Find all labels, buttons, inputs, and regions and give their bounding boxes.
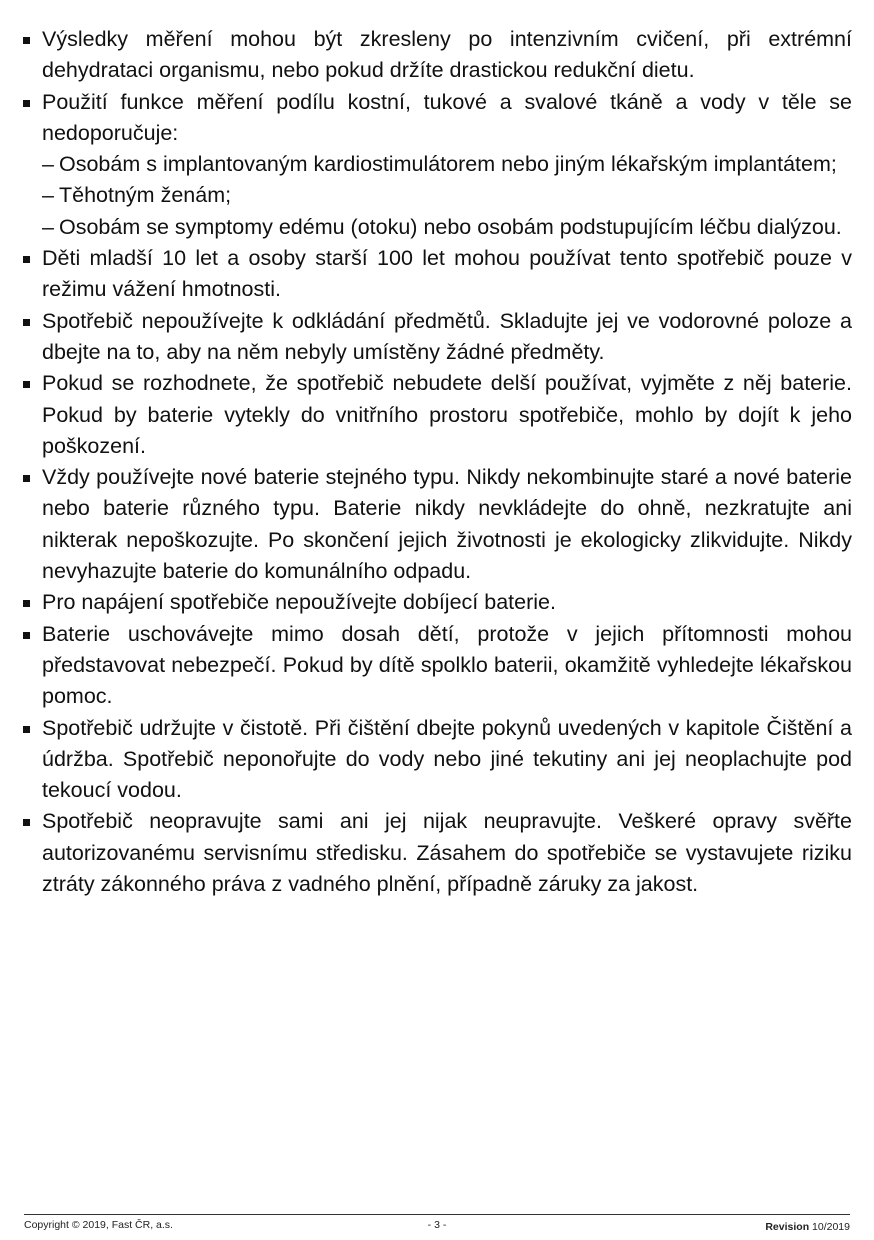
sub-item-text: Osobám s implantovaným kardiostimulátorem nebo jiným lékařským implantátem; bbox=[59, 152, 837, 177]
bullet-item bbox=[22, 87, 852, 243]
revision-value: 10/2019 bbox=[812, 1221, 850, 1233]
bullet-item bbox=[22, 462, 852, 587]
sub-item-text: Osobám se symptomy edému (otoku) nebo osobám podstupujícím léčbu dialýzou. bbox=[59, 214, 842, 239]
square-bullet-icon bbox=[23, 632, 30, 639]
dash-marker: – bbox=[42, 183, 54, 208]
bullet-item bbox=[22, 619, 852, 713]
bullet-item bbox=[22, 24, 852, 87]
bullet-item bbox=[22, 587, 852, 618]
bullet-text: Baterie uschovávejte mimo dosah dětí, protože v jejich přítomnosti mohou představovat nebezpečí. Pokud by dítě spolklo baterii, okamžitě vyhledejte lékařskou pomoc. bbox=[42, 621, 852, 709]
footer-revision bbox=[765, 1221, 850, 1233]
bullet-text: Spotřebič nepoužívejte k odkládání předmětů. Skladujte jej ve vodorovné poloze a dbejte na to, aby na něm nebyly umístěny žádné předměty. bbox=[42, 308, 852, 364]
square-bullet-icon bbox=[23, 100, 30, 107]
square-bullet-icon bbox=[23, 726, 30, 733]
square-bullet-icon bbox=[23, 319, 30, 326]
square-bullet-icon bbox=[23, 475, 30, 482]
dash-marker: – bbox=[42, 214, 54, 239]
page-footer bbox=[24, 1214, 850, 1237]
safety-bullet-list bbox=[22, 24, 852, 900]
sub-item-text: Těhotným ženám; bbox=[59, 183, 232, 208]
bullet-item bbox=[22, 713, 852, 807]
footer-copyright: Copyright © 2019, Fast ČR, a.s. bbox=[24, 1219, 173, 1231]
revision-label: Revision bbox=[765, 1221, 810, 1233]
sub-list-item bbox=[42, 212, 852, 243]
footer-page-number: - 3 - bbox=[427, 1219, 447, 1231]
square-bullet-icon bbox=[23, 37, 30, 44]
sub-list-item bbox=[42, 180, 852, 211]
bullet-text: Děti mladší 10 let a osoby starší 100 let mohou používat tento spotřebič pouze v režimu vážení hmotnosti. bbox=[42, 246, 852, 302]
square-bullet-icon bbox=[23, 256, 30, 263]
bullet-item bbox=[22, 306, 852, 369]
sub-list-item bbox=[42, 149, 852, 180]
bullet-text: Výsledky měření mohou být zkresleny po intenzivním cvičení, při extrémní dehydrataci organismu, nebo pokud držíte drastickou redukční dietu. bbox=[42, 27, 852, 83]
bullet-text: Spotřebič neopravujte sami ani jej nijak neupravujte. Veškeré opravy svěřte autorizovanému servisnímu středisku. Zásahem do spotřebiče se vystavujete riziku ztráty zákonného práva z vadného plnění, případně záruky za jakost. bbox=[42, 809, 852, 897]
bullet-text: Použití funkce měření podílu kostní, tukové a svalové tkáně a vody v těle se nedoporučuje: bbox=[42, 89, 852, 145]
bullet-item bbox=[22, 806, 852, 900]
bullet-text: Pro napájení spotřebiče nepoužívejte dobíjecí baterie. bbox=[42, 590, 556, 615]
square-bullet-icon bbox=[23, 381, 30, 388]
square-bullet-icon bbox=[23, 819, 30, 826]
bullet-text: Spotřebič udržujte v čistotě. Při čištění dbejte pokynů uvedených v kapitole Čištění a údržba. Spotřebič neponořujte do vody nebo jiné tekutiny ani jej neoplachujte pod tekoucí vodou. bbox=[42, 715, 852, 803]
bullet-item bbox=[22, 368, 852, 462]
square-bullet-icon bbox=[23, 600, 30, 607]
document-body bbox=[22, 24, 852, 900]
dash-marker: – bbox=[42, 152, 54, 177]
sub-list bbox=[42, 149, 852, 243]
bullet-text: Vždy používejte nové baterie stejného typu. Nikdy nekombinujte staré a nové baterie nebo baterie různého typu. Baterie nikdy nevkládejte do ohně, nezkratujte ani nikterak nepoškozujte. Po skončení jejich životnosti je ekologicky zlikvidujte. Nikdy nevyhazujte baterie do komunálního odpadu. bbox=[42, 465, 852, 584]
bullet-item bbox=[22, 243, 852, 306]
bullet-text: Pokud se rozhodnete, že spotřebič nebudete delší používat, vyjměte z něj baterie. Pokud by baterie vytekly do vnitřního prostoru spotřebiče, mohlo by dojít k jeho poškození. bbox=[42, 371, 852, 458]
